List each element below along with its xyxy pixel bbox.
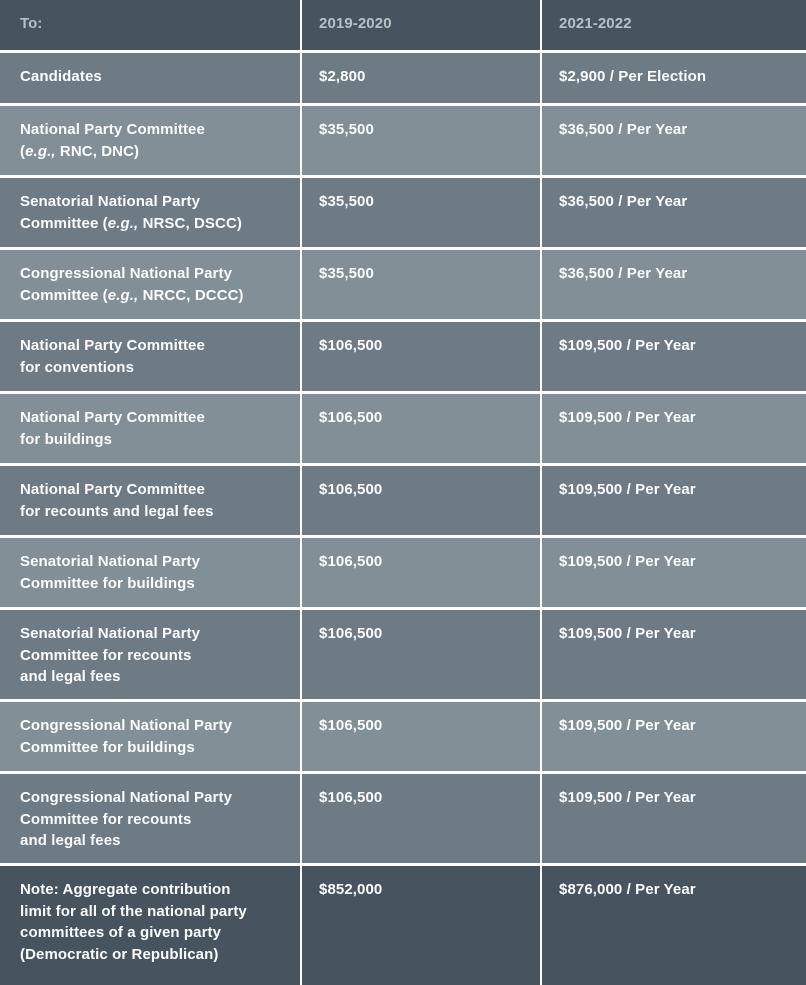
table-row	[0, 466, 806, 535]
recipient-cell: National Party Committee for conventions	[0, 322, 300, 391]
limit-2019-2020-cell: $106,500	[302, 702, 540, 771]
limit-2019-2020-cell: $106,500	[302, 538, 540, 607]
table-row	[0, 322, 806, 391]
recipient-cell: Congressional National Party Committee (e.g., NRCC, DCCC)	[0, 250, 300, 319]
recipient-cell: Congressional National Party Committee for recounts and legal fees	[0, 774, 300, 863]
recipient-cell: Note: Aggregate contribution limit for all of the national party committees of a given party (Democratic or Republican)	[0, 866, 300, 985]
limit-2019-2020-cell: $106,500	[302, 322, 540, 391]
recipient-cell: National Party Committee for recounts and legal fees	[0, 466, 300, 535]
limit-2021-2022-cell: $109,500 / Per Year	[542, 466, 806, 535]
limit-2021-2022-cell: $109,500 / Per Year	[542, 702, 806, 771]
table-header-row	[0, 0, 806, 50]
recipient-cell: Senatorial National Party Committee (e.g., NRSC, DSCC)	[0, 178, 300, 247]
limit-2021-2022-cell: $109,500 / Per Year	[542, 394, 806, 463]
recipient-cell: Senatorial National Party Committee for buildings	[0, 538, 300, 607]
column-header-2019-2020: 2019-2020	[302, 0, 540, 50]
recipient-cell: National Party Committee for buildings	[0, 394, 300, 463]
limit-2021-2022-cell: $109,500 / Per Year	[542, 322, 806, 391]
table-row	[0, 538, 806, 607]
limit-2019-2020-cell: $106,500	[302, 610, 540, 699]
limit-2019-2020-cell: $35,500	[302, 178, 540, 247]
table-row	[0, 702, 806, 771]
limit-2019-2020-cell: $35,500	[302, 106, 540, 175]
limit-2019-2020-cell: $106,500	[302, 466, 540, 535]
table-row	[0, 106, 806, 175]
recipient-cell: Candidates	[0, 53, 300, 103]
table-row	[0, 394, 806, 463]
table-row	[0, 610, 806, 699]
table-row	[0, 774, 806, 863]
limit-2019-2020-cell: $2,800	[302, 53, 540, 103]
limit-2019-2020-cell: $106,500	[302, 774, 540, 863]
table-row	[0, 53, 806, 103]
limit-2021-2022-cell: $2,900 / Per Election	[542, 53, 806, 103]
recipient-cell: National Party Committee (e.g., RNC, DNC)	[0, 106, 300, 175]
table-row	[0, 866, 806, 985]
table-row	[0, 178, 806, 247]
recipient-cell: Congressional National Party Committee for buildings	[0, 702, 300, 771]
limit-2021-2022-cell: $876,000 / Per Year	[542, 866, 806, 985]
limit-2021-2022-cell: $109,500 / Per Year	[542, 774, 806, 863]
table-row	[0, 250, 806, 319]
recipient-cell: Senatorial National Party Committee for recounts and legal fees	[0, 610, 300, 699]
limit-2019-2020-cell: $35,500	[302, 250, 540, 319]
limit-2021-2022-cell: $36,500 / Per Year	[542, 250, 806, 319]
column-header-to: To:	[0, 0, 300, 50]
limit-2019-2020-cell: $106,500	[302, 394, 540, 463]
limit-2019-2020-cell: $852,000	[302, 866, 540, 985]
limit-2021-2022-cell: $109,500 / Per Year	[542, 610, 806, 699]
limit-2021-2022-cell: $36,500 / Per Year	[542, 178, 806, 247]
column-header-2021-2022: 2021-2022	[542, 0, 806, 50]
limit-2021-2022-cell: $109,500 / Per Year	[542, 538, 806, 607]
limit-2021-2022-cell: $36,500 / Per Year	[542, 106, 806, 175]
